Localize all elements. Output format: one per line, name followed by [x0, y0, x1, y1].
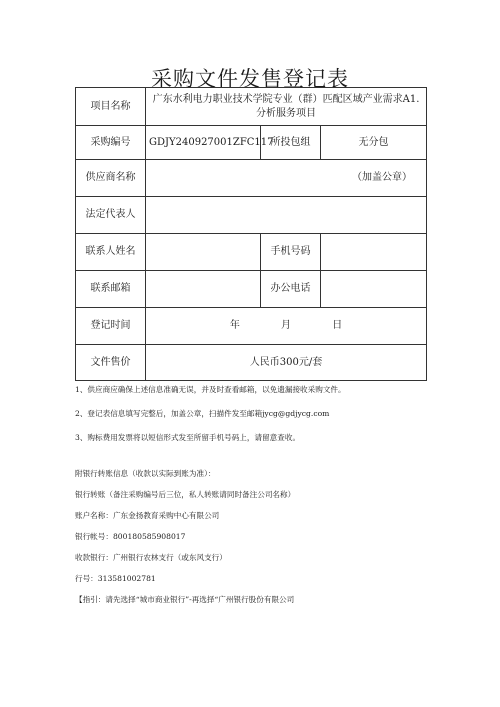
notes-section	[75, 385, 435, 457]
bank-account-no: 银行帐号：800180585908017	[75, 532, 186, 541]
bank-intro: 附银行转账信息（收款以实际到账为准）：	[75, 469, 216, 478]
supplier-name-label: 供应商名称	[76, 160, 146, 197]
email-label: 联系邮箱	[76, 271, 146, 308]
bank-transfer-note: 银行转账（备注采购编号后三位，私人转账请同时备注公司名称）	[75, 490, 296, 499]
bank-info-section	[75, 469, 435, 616]
bid-package-value: 无分包	[321, 126, 427, 160]
reg-time-field[interactable]	[146, 308, 427, 345]
bid-package-label: 所投包组	[261, 126, 321, 160]
office-phone-field[interactable]	[321, 271, 427, 308]
bank-account-name: 账户名称：广东金扬教育采购中心有限公司	[75, 511, 220, 520]
legal-rep-label: 法定代表人	[76, 197, 146, 234]
bank-guide: 【指引：请先选择“城市商业银行”-再选择“广州银行股份有限公司	[75, 595, 295, 604]
procurement-no-label: 采购编号	[76, 126, 146, 160]
reg-time-label: 登记时间	[76, 308, 146, 345]
mobile-label: 手机号码	[261, 234, 321, 271]
project-name-value	[146, 88, 427, 126]
row-reg-time	[76, 308, 427, 345]
price-value: 人民币300元/套	[146, 345, 427, 381]
mobile-field[interactable]	[321, 234, 427, 271]
note-item: 1、供应商应确保上述信息准确无误，并及时查看邮箱，以免遗漏接收采购文件。	[75, 385, 346, 394]
row-project-name	[76, 88, 427, 126]
row-price	[76, 345, 427, 381]
note-item: 3、购标费用发票将以短信形式发至所留手机号码上，请留意查收。	[75, 433, 301, 442]
month-label: 月	[281, 320, 291, 331]
page-title: 采购文件发售登记表	[151, 67, 349, 91]
year-label: 年	[229, 320, 240, 331]
bank-code: 行号：313581002781	[75, 574, 156, 583]
row-contact	[76, 234, 427, 271]
row-email	[76, 271, 427, 308]
email-field[interactable]	[146, 271, 261, 308]
supplier-seal-note: （加盖公章）	[352, 172, 413, 183]
note-item: 2、登记表信息填写完整后，加盖公章，扫描件发至邮箱jycg@gdjycg.com	[75, 409, 330, 418]
registration-form-table	[75, 87, 427, 381]
contact-name-field[interactable]	[146, 234, 261, 271]
day-label: 日	[332, 320, 343, 331]
project-name-label: 项目名称	[76, 88, 146, 126]
contact-name-label: 联系人姓名	[76, 234, 146, 271]
row-legal-rep	[76, 197, 427, 234]
project-name-line-1: 广东水利电力职业技术学院专业（群）匹配区域产业需求A1.	[152, 93, 420, 105]
project-name-line-2: 分析服务项目	[256, 107, 316, 119]
office-phone-label: 办公电话	[261, 271, 321, 308]
price-label: 文件售价	[76, 345, 146, 381]
row-supplier-name	[76, 160, 427, 197]
row-procurement-no	[76, 126, 427, 160]
procurement-no-value: GDJY240927001ZFC117	[146, 126, 261, 160]
supplier-name-field[interactable]	[146, 160, 427, 197]
legal-rep-field[interactable]	[146, 197, 427, 234]
bank-name: 收款银行：广州银行农林支行（或东风支行）	[75, 553, 227, 562]
